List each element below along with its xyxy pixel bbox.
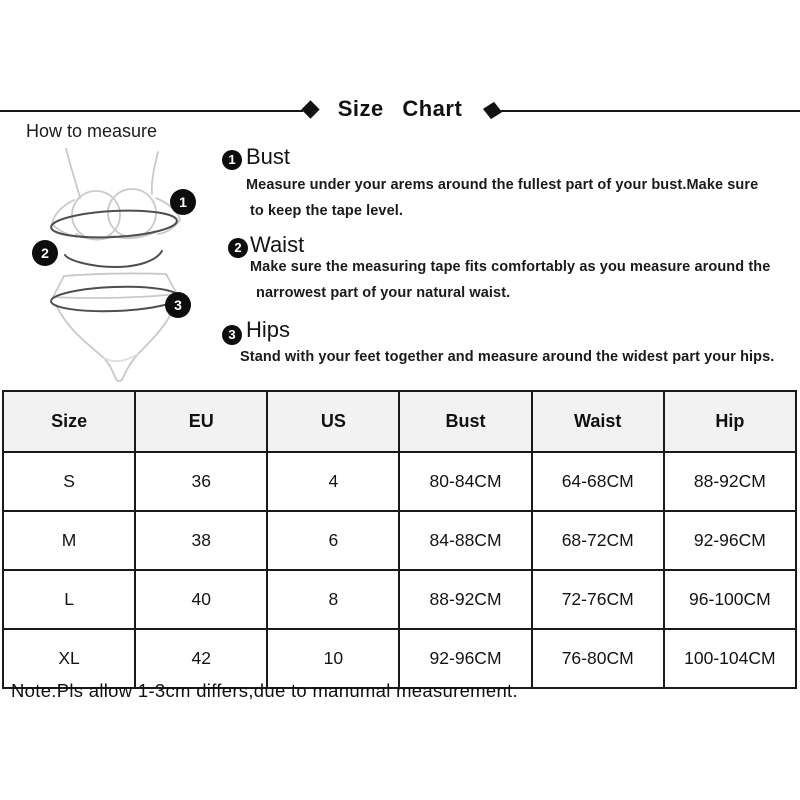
table-cell: 68-72CM bbox=[532, 511, 664, 570]
table-cell: L bbox=[3, 570, 135, 629]
measurement-illustration bbox=[20, 148, 220, 388]
table-row bbox=[3, 570, 796, 629]
hips-badge-icon: 3 bbox=[222, 325, 242, 345]
table-header-row bbox=[3, 391, 796, 452]
table-row bbox=[3, 452, 796, 511]
size-table bbox=[2, 390, 797, 689]
waist-badge-icon: 2 bbox=[228, 238, 248, 258]
table-cell: 36 bbox=[135, 452, 267, 511]
note: Note:Pls allow 1-3cm differs,due to manumal measurement. bbox=[11, 680, 518, 701]
table-cell: XL bbox=[3, 629, 135, 688]
table-cell: 92-96CM bbox=[399, 629, 531, 688]
bikini-outline bbox=[52, 148, 180, 381]
column-header: Waist bbox=[532, 391, 664, 452]
column-header: Size bbox=[3, 391, 135, 452]
table-cell: 80-84CM bbox=[399, 452, 531, 511]
waist-description-line1: Make sure the measuring tape fits comfortably as you measure around the bbox=[250, 259, 771, 275]
title-rule-left bbox=[0, 110, 303, 112]
column-header: Bust bbox=[399, 391, 531, 452]
table-cell: 4 bbox=[267, 452, 399, 511]
table-cell: 88-92CM bbox=[664, 452, 796, 511]
bust-description-line2: to keep the tape level. bbox=[250, 203, 403, 219]
column-header: US bbox=[267, 391, 399, 452]
table-cell: 92-96CM bbox=[664, 511, 796, 570]
badge-3-number: 3 bbox=[174, 297, 182, 313]
waist-section-title: Waist bbox=[250, 232, 305, 257]
table-cell: 8 bbox=[267, 570, 399, 629]
page-title: Size Chart bbox=[337, 96, 463, 121]
table-cell: 64-68CM bbox=[532, 452, 664, 511]
table-cell: 42 bbox=[135, 629, 267, 688]
title-rule-right bbox=[499, 110, 800, 112]
column-header: EU bbox=[135, 391, 267, 452]
hips-section-title: Hips bbox=[246, 317, 291, 342]
bust-description-line1: Measure under your arems around the fullest part of your bust.Make sure bbox=[246, 177, 759, 193]
column-header: Hip bbox=[664, 391, 796, 452]
table-cell: 76-80CM bbox=[532, 629, 664, 688]
table-cell: S bbox=[3, 452, 135, 511]
table-row bbox=[3, 511, 796, 570]
bust-section-title: Bust bbox=[246, 144, 291, 169]
table-cell: M bbox=[3, 511, 135, 570]
table-cell: 100-104CM bbox=[664, 629, 796, 688]
bust-badge-icon: 1 bbox=[222, 150, 242, 170]
waist-description-line2: narrowest part of your natural waist. bbox=[256, 285, 511, 301]
table-cell: 38 bbox=[135, 511, 267, 570]
table-cell: 96-100CM bbox=[664, 570, 796, 629]
how-to-measure-heading: How to measure bbox=[26, 121, 158, 141]
table-cell: 10 bbox=[267, 629, 399, 688]
table-cell: 72-76CM bbox=[532, 570, 664, 629]
table-cell: 88-92CM bbox=[399, 570, 531, 629]
table-cell: 84-88CM bbox=[399, 511, 531, 570]
hips-description-line1: Stand with your feet together and measure around the widest part your hips. bbox=[240, 349, 775, 365]
badge-1-number: 1 bbox=[179, 194, 187, 210]
table-cell: 40 bbox=[135, 570, 267, 629]
badge-2-number: 2 bbox=[41, 245, 49, 261]
table-cell: 6 bbox=[267, 511, 399, 570]
